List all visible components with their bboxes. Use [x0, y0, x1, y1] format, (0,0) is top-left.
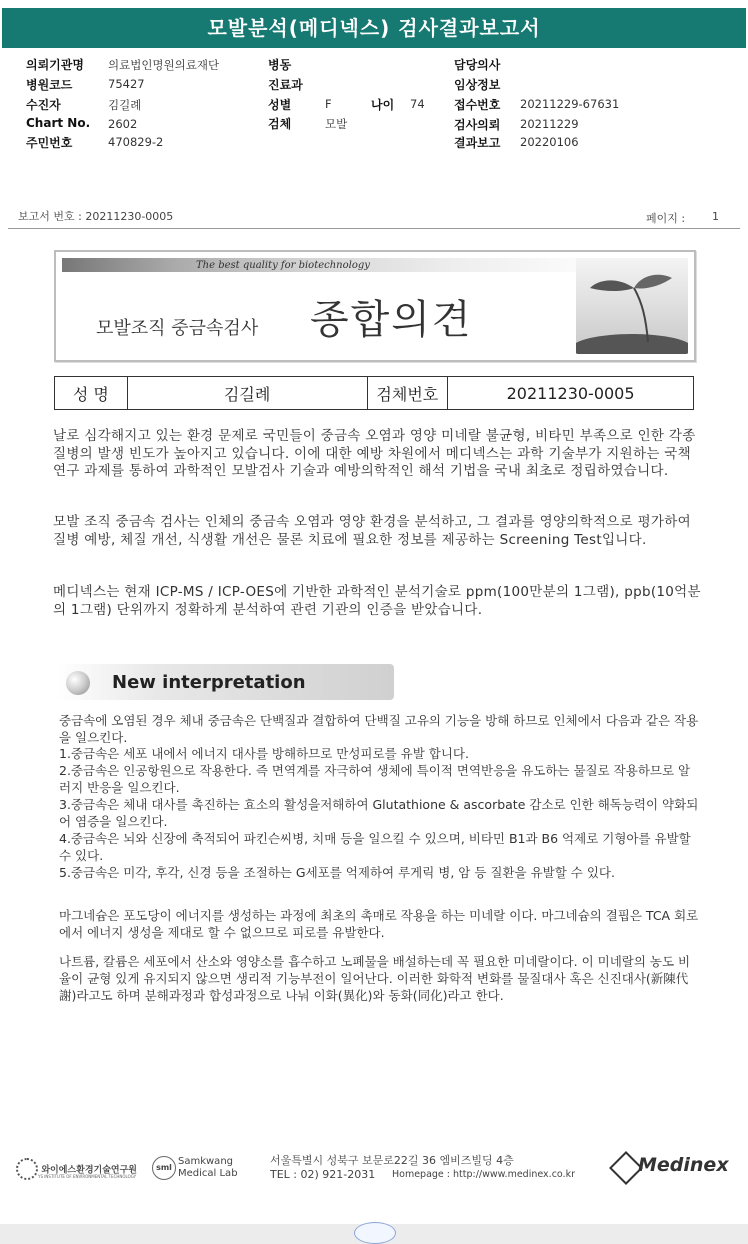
page-label: 페이지 : — [646, 212, 686, 225]
ys-logo-icon — [16, 1158, 38, 1180]
hospital-code-row — [26, 76, 72, 93]
request-label: 검사의뢰 — [454, 118, 501, 132]
intro-paragraph-1: 날로 심각해지고 있는 환경 문제로 국민들이 중금속 오염과 영양 미네랄 불균형, 비타민 부족으로 인한 각종 질병의 발생 빈도가 높아지고 있습니다. 이에 대한 예방 차원에서 메디넥스는 과학 기술부가 지원하는 국책 연구 과제를 통하여 과학적인 모발검사 기술과 예방의학적인 해석 기법을 국내 최초로 정립하였습니다. — [53, 428, 696, 479]
receipt-no-row — [454, 96, 500, 113]
banner-subtitle: 모발조직 중금속검사 — [96, 318, 259, 339]
chart-no-value-wrap — [108, 117, 137, 131]
ward-label: 병동 — [268, 58, 292, 72]
page-number: 1 — [712, 210, 719, 223]
name-value-cell: 김길례 — [128, 377, 368, 409]
doctor-row — [454, 56, 500, 73]
patient-label: 수진자 — [26, 98, 61, 112]
sex-label: 성별 — [268, 98, 292, 112]
heavy-metal-item-5: 5.중금속은 미각, 후각, 신경 등을 조절하는 G세포를 억제하여 루게릭 병, 암 등 질환을 유발할 수 있다. — [59, 865, 615, 880]
heavy-metal-item-4: 4.중금속은 뇌와 신장에 축적되어 파킨슨씨병, 치매 등을 일으킬 수 있으며, 비타민 B1과 B6 억제로 기형아를 유발할 수 있다. — [59, 831, 691, 863]
footer-tel: TEL : 02) 921-2031 — [270, 1168, 376, 1181]
resident-no-row — [26, 134, 72, 151]
specimen-no-label-cell: 검체번호 — [368, 377, 449, 409]
footer-homepage: Homepage : http://www.medinex.co.kr — [392, 1169, 575, 1180]
interpretation-title: New interpretation — [112, 672, 306, 693]
report-title: 모발분석(메디넥스) 검사결과보고서 — [2, 8, 746, 48]
name-label-cell: 성 명 — [55, 377, 128, 409]
intro-paragraph-2: 모발 조직 중금속 검사는 인체의 중금속 오염과 영양 환경을 분석하고, 그 결과를 영양의학적으로 평가하여 질병 예방, 체질 개선, 식생활 개선은 물론 치료에 필요한 정보를 제공하는 Screening Test입니다. — [53, 514, 691, 548]
specimen-label: 검체 — [268, 117, 292, 131]
banner-tagline: The best quality for biotechnology — [196, 260, 370, 271]
footer-address: 서울특별시 성북구 보문로22길 36 엠비즈빌딩 4층 — [270, 1154, 514, 1167]
ys-logo-sub: YS INSTITUTE OF ENVIRONMENTAL TECHNOLOGY — [38, 1174, 137, 1179]
result-value: 20220106 — [520, 135, 579, 149]
chart-no-label: Chart No. — [26, 116, 91, 130]
sodium-potassium-paragraph: 나트륨, 칼륨은 세포에서 산소와 영양소를 흡수하고 노폐물을 배설하는데 꼭 필요한 미네랄이다. 이 미네랄의 농도 비율이 균형 있게 유지되지 않으면 생리적 기능부전이 일어난다. 이러한 화학적 변화를 물질대사 혹은 신진대사(新陳代謝)라고도 하며 분해과정과 합성과정으로 나눠 이화(異化)와 동화(同化)라고 한다. — [59, 954, 691, 1003]
age-value: 74 — [410, 97, 425, 111]
sex-value-wrap — [325, 97, 332, 111]
bullet-ball-icon — [66, 671, 90, 695]
intro-paragraph-3: 메디넥스는 현재 ICP-MS / ICP-OES에 기반한 과학적인 분석기술로 ppm(100만분의 1그램), ppb(10억분의 1그램) 단위까지 정확하게 분석하여 관련 기관의 인증을 받았습니다. — [53, 584, 701, 618]
hospital-code-value: 75427 — [108, 77, 145, 91]
magnesium-paragraph: 마그네슘은 포도당이 에너지를 생성하는 과정에 최초의 촉매로 작용을 하는 미네랄 이다. 마그네슘의 결핍은 TCA 회로에서 에너지 생성을 제대로 할 수 없으므로 피로를 유발한다. — [59, 908, 699, 940]
receipt-no-value: 20211229-67631 — [520, 97, 620, 111]
receipt-no-value-wrap — [520, 97, 619, 111]
age-label: 나이 — [371, 98, 395, 112]
page-bottom-mark — [354, 1222, 396, 1244]
patient-info-table — [54, 376, 694, 410]
result-value-wrap — [520, 135, 579, 149]
heavy-metal-item-2: 2.중금속은 인공항원으로 작용한다. 즉 면역계를 자극하여 생체에 특이적 면역반응을 유도하는 물질로 작용하므로 알러지 반응을 일으킨다. — [59, 763, 691, 795]
request-row — [454, 116, 500, 133]
banner-main-title: 종합의견 — [310, 297, 473, 343]
dept-row — [268, 76, 303, 93]
sml-logo-line1: Samkwang — [178, 1156, 233, 1167]
result-label: 결과보고 — [454, 136, 501, 150]
report-number: 보고서 번호 : 20211230-0005 — [18, 210, 174, 223]
patient-value: 김길례 — [108, 98, 142, 112]
sml-logo-icon: sml — [152, 1156, 176, 1180]
clinical-label: 임상정보 — [454, 78, 501, 92]
specimen-no-value-cell: 20211230-0005 — [506, 383, 635, 403]
institution-row — [26, 56, 84, 73]
resident-no-value: 470829-2 — [108, 135, 164, 149]
medinex-brand: Medinex — [638, 1154, 729, 1176]
age-row — [371, 96, 394, 113]
heavy-metal-item-1: 1.중금속은 세포 내에서 에너지 대사를 방해하므로 만성피로를 유발 합니다. — [59, 746, 469, 761]
summary-banner — [54, 250, 696, 362]
specimen-value: 모발 — [325, 117, 348, 131]
chart-no-row — [26, 116, 90, 130]
patient-value-wrap — [108, 97, 141, 113]
heavy-metal-intro: 중금속에 오염된 경우 체내 중금속은 단백질과 결합하여 단백질 고유의 기능을 방해 하므로 인체에서 다음과 같은 작용을 일으킨다. — [59, 713, 699, 745]
institution-label: 의뢰기관명 — [26, 58, 84, 72]
chart-no-value: 2602 — [108, 117, 138, 131]
sprout-icon — [576, 258, 688, 354]
age-value-wrap — [410, 97, 425, 111]
header-divider — [8, 228, 740, 229]
dept-label: 진료과 — [268, 78, 303, 92]
hospital-code-label: 병원코드 — [26, 78, 73, 92]
ward-row — [268, 56, 291, 73]
heavy-metal-item-3: 3.중금속은 체내 대사를 촉진하는 효소의 활성을저해하여 Glutathione & ascorbate 감소로 인한 해독능력이 약화되어 염증을 일으킨다. — [59, 797, 699, 829]
specimen-row — [268, 115, 291, 132]
sex-value: F — [325, 97, 332, 111]
result-row — [454, 134, 500, 151]
doctor-label: 담당의사 — [454, 58, 501, 72]
receipt-no-label: 접수번호 — [454, 98, 501, 112]
request-value-wrap — [520, 117, 579, 131]
request-value: 20211229 — [520, 117, 579, 131]
clinical-row — [454, 76, 500, 93]
resident-no-value-wrap — [108, 135, 163, 149]
hospital-code-value-wrap — [108, 77, 145, 91]
specimen-value-wrap — [325, 116, 347, 132]
sex-row — [268, 96, 291, 113]
patient-row — [26, 96, 61, 113]
institution-value-wrap — [108, 57, 219, 73]
resident-no-label: 주민번호 — [26, 136, 73, 150]
sml-logo-line2: Medical Lab — [178, 1168, 238, 1179]
institution-value: 의료법인명원의료재단 — [108, 58, 220, 72]
ys-logo-text: 와이에스환경기술연구원 — [41, 1165, 137, 1176]
sprout-image — [576, 258, 688, 354]
